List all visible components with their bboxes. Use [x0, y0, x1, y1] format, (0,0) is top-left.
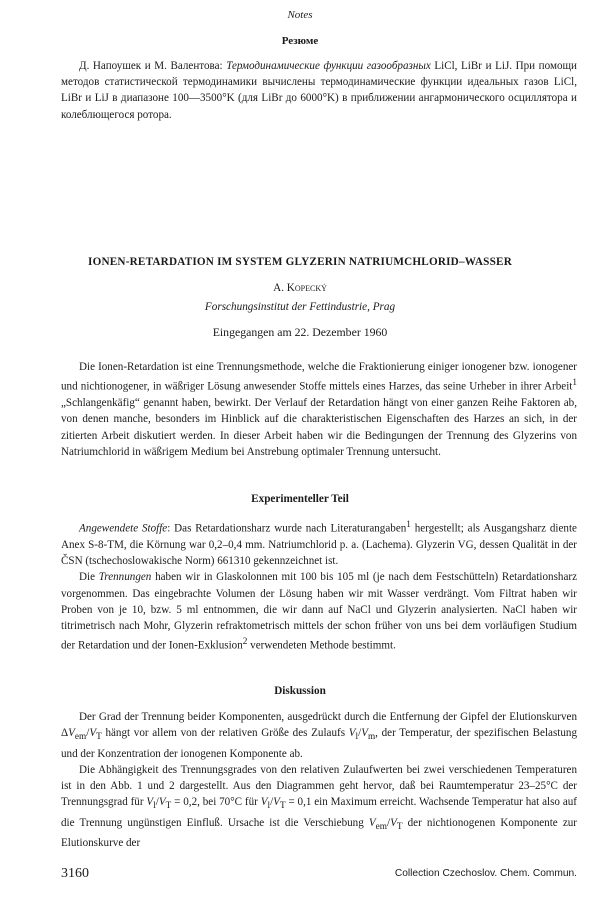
running-head: Notes	[287, 9, 313, 21]
experimental-heading: Experimenteller Teil	[251, 493, 349, 505]
experimental-section	[61, 517, 577, 654]
discussion-section	[61, 709, 577, 851]
page-footer	[61, 866, 577, 884]
resume-paragraph	[61, 58, 577, 123]
math-slash: /	[358, 727, 362, 740]
intro-paragraph	[61, 359, 577, 460]
author-surname: Kopecký	[286, 282, 327, 294]
exp-p1-text-a: : Das Retardationsharz wurde nach Literaturangaben	[167, 522, 407, 535]
resume-heading: Резюме	[281, 35, 319, 47]
experimental-paragraph-2	[61, 569, 577, 654]
materials-label: Angewendete Stoffe	[79, 522, 168, 535]
disc-p2-text-c: = 0,1 ein Maximum erreicht. Wachsende Temperatur hat also auf die Trennung ungünstigen Einfluß. Ursache ist die Verschiebung	[61, 796, 577, 829]
math-sub: T	[396, 821, 403, 832]
page-number: 3160	[61, 866, 89, 881]
math-sub: m	[367, 732, 376, 743]
journal-name: Collection Czechoslov. Chem. Commun.	[394, 868, 577, 879]
math-var: V	[348, 727, 356, 740]
separations-label: Trennungen	[98, 571, 152, 584]
math-slash: /	[86, 727, 90, 740]
math-var: V	[89, 727, 97, 740]
math-var: V	[146, 796, 154, 809]
discussion-paragraph-1	[61, 709, 577, 762]
disc-p2-text-b: = 0,2, bei 70°C für	[171, 796, 261, 809]
author-line	[0, 282, 600, 294]
exp-p2-text-b: haben wir in Glaskolonnen mit 100 bis 105 ml (je nach dem Festschütteln) Retardationsharz vorgenommen. Das eingebrachte Volumen der Lösung haben wir mit Wasser verdrängt. Vom Filtrat haben wir Proben von je 10, bzw. 5 ml entnommen, die wir dann auf NaCl und Glyzerin analysierten. NaCl haben wir titrimetrisch nach Mohr, Glyzerin refraktometrisch mittels der schon früher von uns bei dem vorläufigen Studium der Retardation und der Ionen-Exklusion	[61, 571, 577, 652]
exp-p2-text-a: Die	[79, 571, 99, 584]
math-sub: l	[267, 801, 271, 812]
math-slash: /	[386, 816, 391, 829]
math-var: V	[158, 796, 166, 809]
math-var: V	[390, 816, 397, 829]
math-sub: em	[375, 821, 387, 832]
discussion-paragraph-2	[61, 762, 577, 851]
article-title: IONEN-RETARDATION IM SYSTEM GLYZERIN NATRIUMCHLORID–WASSER	[88, 256, 512, 268]
author-initial: A.	[273, 282, 287, 294]
footnote-ref-1b: 1	[406, 520, 411, 530]
disc-p1-text-b: hängt vor allem von der relativen Größe des Zulaufs	[101, 727, 349, 740]
math-slash: /	[270, 796, 274, 809]
math-var: V	[68, 727, 75, 740]
math-var: V	[368, 816, 376, 829]
intro-text-a: Die Ionen-Retardation ist eine Trennungsmethode, welche die Fraktionierung einiger ionogener bzw. ionogener und nichtionogener, in wäßriger Lösung anwesender Stoffe mittels eines Harzes, das seine Urheber in ihrer Arbeit	[61, 361, 577, 393]
footnote-ref-2: 2	[242, 637, 248, 648]
math-var: V	[260, 796, 268, 809]
discussion-heading: Diskussion	[274, 685, 326, 697]
institute: Forschungsinstitut der Fettindustrie, Prag	[204, 301, 396, 313]
exp-p1-text-b: hergestellt; als Ausgangsharz diente Anex S-8-TM, die Körnung war 0,2–0,4 mm. Natriumchlorid p. a. (Lachema). Glyzerin VG, dessen Qualität in der ČSN (tschechoslowakische Norm) 661310 gekennzeichnet ist.	[61, 522, 577, 568]
math-var: V	[273, 796, 280, 809]
math-var: V	[361, 727, 368, 740]
math-sub: T	[165, 801, 172, 812]
math-slash: /	[155, 796, 159, 809]
math-sub: l	[355, 732, 359, 743]
experimental-paragraph-1	[61, 517, 577, 569]
footnote-ref-1: 1	[572, 378, 577, 389]
disc-p1-text-c: , der Temperatur, der spezifischen Belastung und der Konzentration der ionogenen Komponente ab.	[61, 727, 578, 760]
math-sub: l	[153, 801, 156, 812]
math-sub: T	[279, 801, 286, 812]
received-date: Eingegangen am 22. Dezember 1960	[212, 325, 388, 339]
exp-p2-text-c: verwendeten Methode bestimmt.	[247, 639, 396, 652]
resume-authors: Д. Напоушек и М. Валентова:	[79, 60, 227, 72]
math-sub: em	[74, 732, 87, 743]
resume-title: Термодинамические функции газообразных	[226, 60, 431, 72]
math-sub: T	[96, 732, 102, 743]
intro-text-b: „Schlangenkäfig“ genannt haben, bewirkt. Der Verlauf der Retardation hängt von einer ganzen Reihe Faktoren ab, von denen manche, besonders im Hinblick auf die charakteristischen Eigenschaften des Harzes an sich, in der zitierten Arbeit diskutiert werden. In dieser Arbeit haben wir die Bedingungen der Trennung des Glyzerins von Natriumchlorid in wäßrigem Medium bei Anstrebung optimaler Trennung untersucht.	[61, 397, 577, 458]
disc-p1-text-a: Der Grad der Trennung beider Komponenten, ausgedrückt durch die Entfernung der Gipfel der Elutionskurven Δ	[61, 711, 577, 740]
resume-text: LiCl, LiBr и LiJ. При помощи методов статистической термодинамики вычислены термодинамические функции идеальных газов LiCl, LiBr и LiJ в диапазоне 100—3500°K (для LiBr до 6000°K) в приближении ангармонического осциллятора и колеблющегося ротора.	[61, 60, 577, 121]
disc-p2-text-a: Die Abhängigkeit des Trennungsgrades von den relativen Zulaufwerten bei zwei verschiedenen Temperaturen ist in den Abb. 1 und 2 dargestellt. Aus den Diagrammen geht hervor, daß bei Raumtemperatur 23–25°C der Trennungsgrad für	[61, 763, 577, 809]
disc-p2-text-d: der nichtionogenen Komponente zur Elutionskurve der	[61, 816, 577, 850]
